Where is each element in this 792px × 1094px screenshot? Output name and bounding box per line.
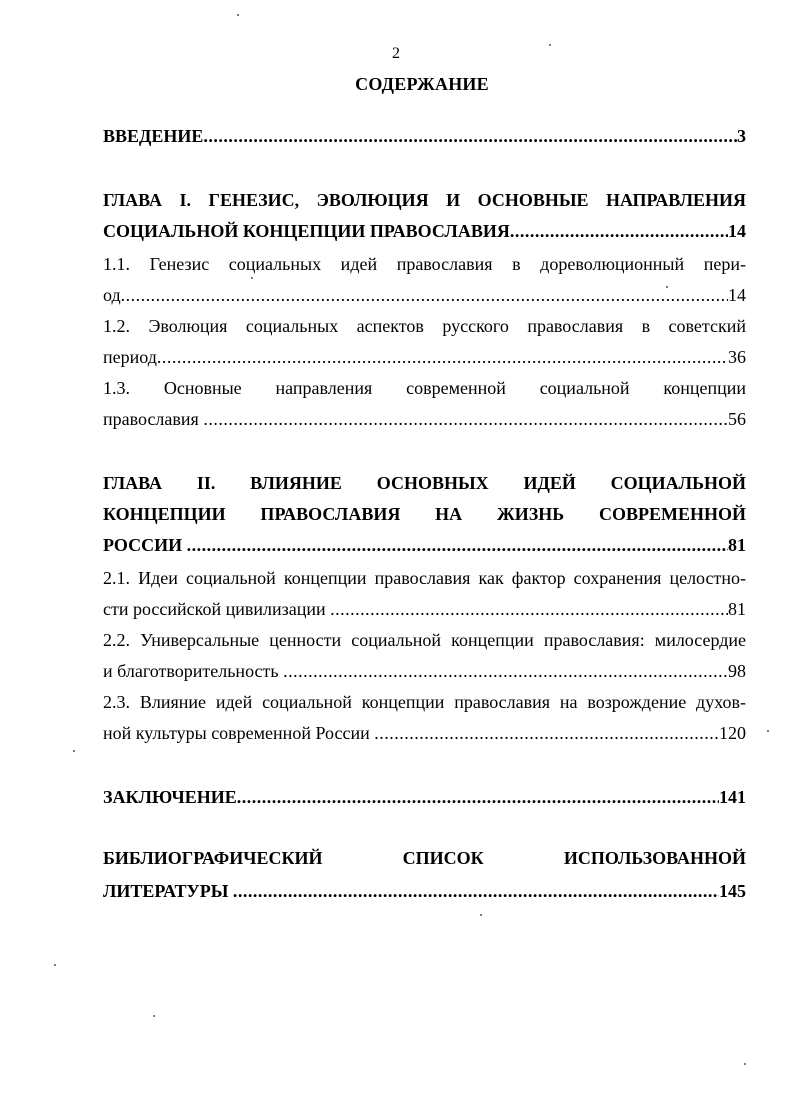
dot-leader <box>330 594 728 625</box>
dot-leader <box>510 216 728 247</box>
toc-entry-label: период <box>103 347 157 367</box>
toc-title: СОДЕРЖАНИЕ <box>355 74 489 94</box>
dot-leader <box>203 121 737 152</box>
toc-entry-label: и благотворительность <box>103 661 284 681</box>
toc-page-number: 14 <box>728 285 746 305</box>
section-2-1-end[interactable] <box>103 594 746 625</box>
chapter-2-heading-end[interactable] <box>103 530 746 561</box>
section-2-3-end[interactable] <box>103 718 746 749</box>
toc-entry-label: РОССИИ <box>103 535 187 555</box>
section-2-1[interactable]: 2.1. Идеи социальной концепции православия как фактор сохранения целостно- <box>103 568 746 588</box>
toc-entry-label: православия <box>103 409 204 429</box>
scan-speck <box>251 277 253 279</box>
toc-entry-label: ЛИТЕРАТУРЫ <box>103 881 233 901</box>
toc-page-number: 145 <box>719 881 746 901</box>
toc-entry-label: ной культуры современной России <box>103 723 375 743</box>
section-2-2[interactable]: 2.2. Универсальные ценности социальной концепции православия: милосердие <box>103 630 746 650</box>
toc-page-number: 14 <box>728 221 746 241</box>
toc-entry-intro[interactable] <box>103 121 746 152</box>
toc-page-number: 98 <box>728 661 746 681</box>
toc-page-number: 141 <box>719 787 746 807</box>
scan-speck <box>237 14 239 16</box>
toc-page-number: 81 <box>728 599 746 619</box>
toc-entry-label: ВВЕДЕНИЕ <box>103 126 204 146</box>
bibliography-heading[interactable]: БИБЛИОГРАФИЧЕСКИЙ СПИСОК ИСПОЛЬЗОВАННОЙ <box>103 848 746 868</box>
toc-page-number: 81 <box>728 535 746 555</box>
toc-page-number: 3 <box>737 126 746 146</box>
dot-leader <box>157 342 728 373</box>
dot-leader <box>283 656 728 687</box>
scan-speck <box>767 730 769 732</box>
chapter-2-heading[interactable]: ГЛАВА II. ВЛИЯНИЕ ОСНОВНЫХ ИДЕЙ СОЦИАЛЬНОЙ <box>103 473 746 493</box>
section-1-3-end[interactable] <box>103 404 746 435</box>
scan-speck <box>744 1063 746 1065</box>
section-1-2-end[interactable] <box>103 342 746 373</box>
scan-speck <box>549 44 551 46</box>
toc-page-number: 120 <box>719 723 746 743</box>
dot-leader <box>121 280 728 311</box>
scan-speck <box>153 1015 155 1017</box>
section-2-3[interactable]: 2.3. Влияние идей социальной концепции православия на возрождение духов- <box>103 692 746 712</box>
scan-speck <box>480 914 482 916</box>
section-1-1-end[interactable] <box>103 280 746 311</box>
section-1-2[interactable]: 1.2. Эволюция социальных аспектов русского православия в советский <box>103 316 746 336</box>
dot-leader <box>203 404 728 435</box>
dot-leader <box>237 782 719 813</box>
dot-leader <box>187 530 728 561</box>
section-2-2-end[interactable] <box>103 656 746 687</box>
toc-entry-label: СОЦИАЛЬНОЙ КОНЦЕПЦИИ ПРАВОСЛАВИЯ <box>103 221 510 241</box>
toc-entry-conclusion[interactable] <box>103 782 746 813</box>
scan-speck <box>73 750 75 752</box>
bibliography-heading-end[interactable] <box>103 876 746 907</box>
page-number: 2 <box>392 45 400 62</box>
chapter-1-heading-end[interactable] <box>103 216 746 247</box>
toc-page-number: 36 <box>728 347 746 367</box>
section-1-1[interactable]: 1.1. Генезис социальных идей православия в дореволюционный пери- <box>103 254 746 274</box>
dot-leader <box>374 718 719 749</box>
toc-page-number: 56 <box>728 409 746 429</box>
section-1-3[interactable]: 1.3. Основные направления современной социальной концепции <box>103 378 746 398</box>
scan-speck <box>666 286 668 288</box>
dot-leader <box>233 876 719 907</box>
toc-entry-label: сти российской цивилизации <box>103 599 331 619</box>
toc-entry-label: ЗАКЛЮЧЕНИЕ <box>103 787 237 807</box>
chapter-1-heading[interactable]: ГЛАВА I. ГЕНЕЗИС, ЭВОЛЮЦИЯ И ОСНОВНЫЕ НАПРАВЛЕНИЯ <box>103 190 746 210</box>
toc-entry-label: од <box>103 285 121 305</box>
scan-speck <box>54 964 56 966</box>
chapter-2-heading-line2[interactable]: КОНЦЕПЦИИ ПРАВОСЛАВИЯ НА ЖИЗНЬ СОВРЕМЕННОЙ <box>103 504 746 524</box>
